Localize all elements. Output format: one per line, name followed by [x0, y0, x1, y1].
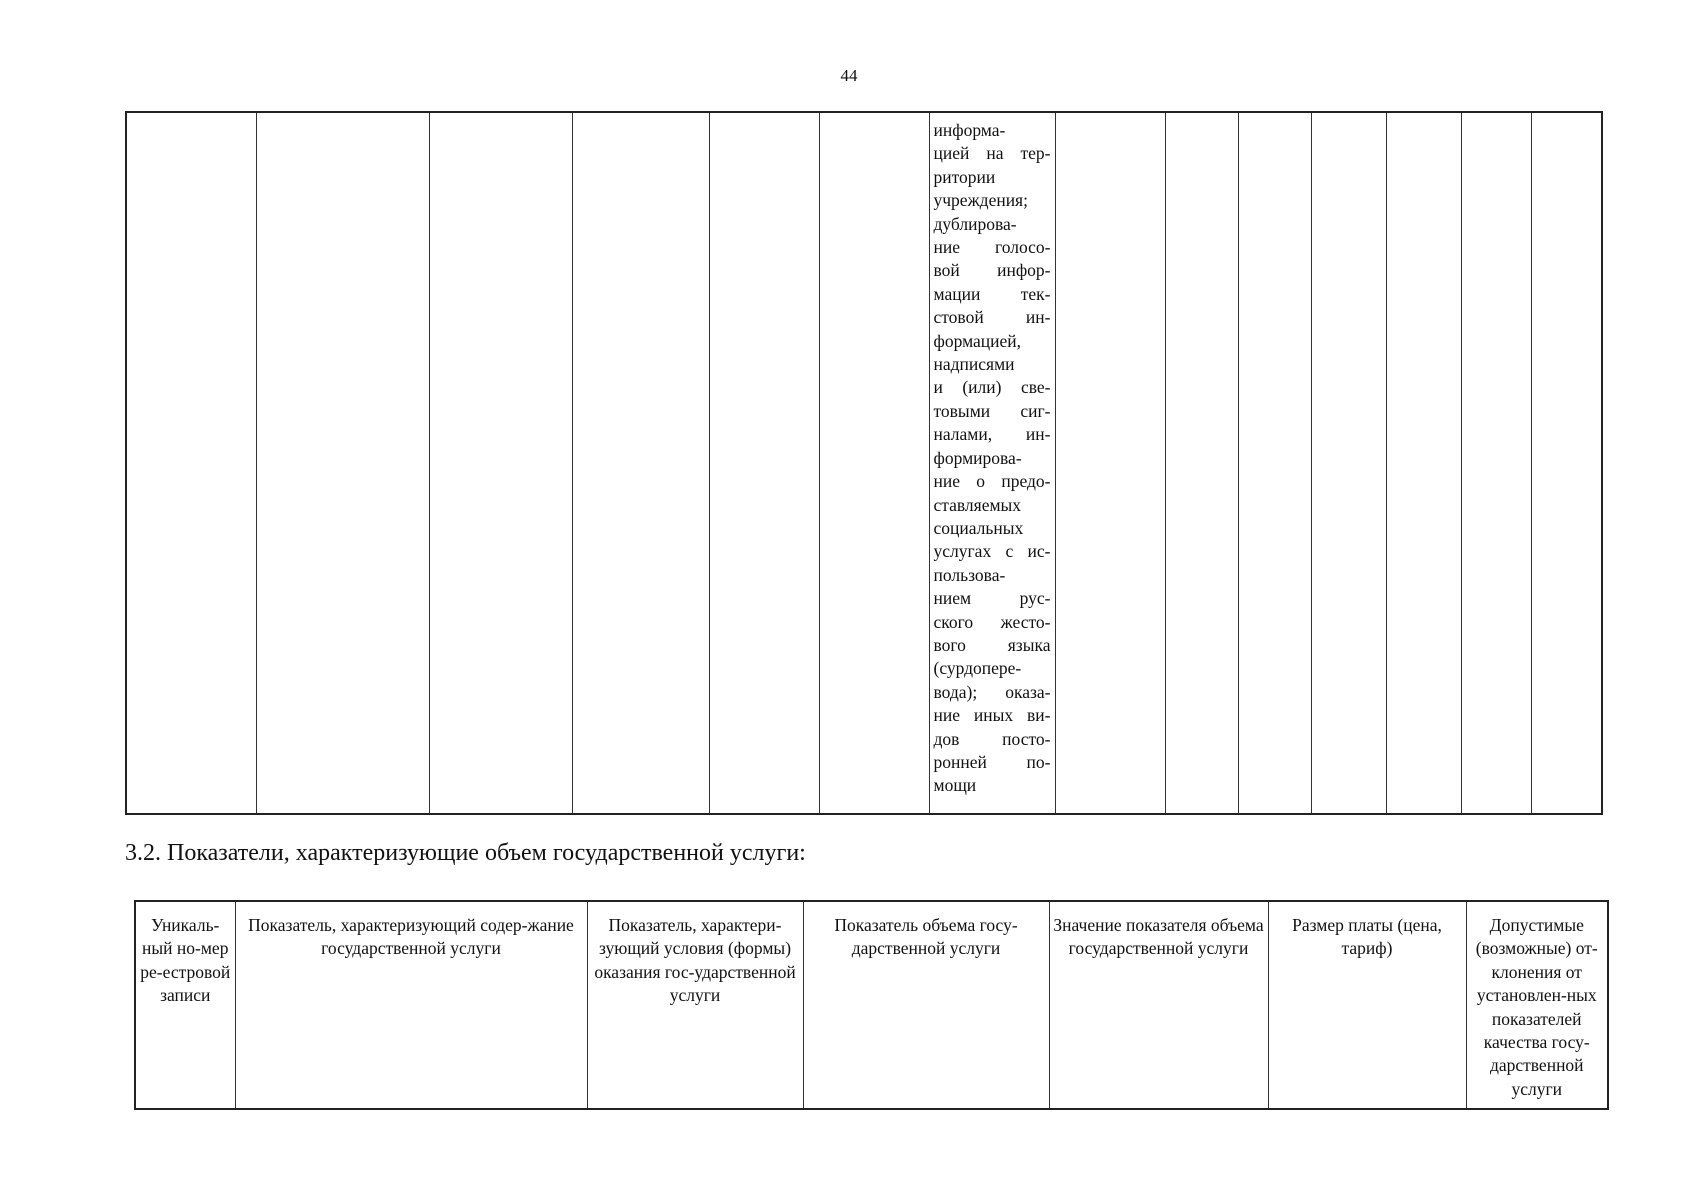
text-line: формирова- — [933, 447, 1022, 468]
empty-cell — [709, 112, 819, 814]
text-line: пользова- — [933, 564, 1006, 585]
text-line: ние о предо- — [933, 471, 1051, 492]
header-conditions-indicator: Показатель, характери-зующий условия (формы) оказания гос-ударственной услуги — [587, 901, 803, 1109]
header-content-indicator: Показатель, характеризующий содер-жание государственной услуги — [235, 901, 587, 1109]
empty-cell — [819, 112, 929, 814]
quality-indicators-table-continuation — [125, 111, 1603, 815]
text-line: надписями — [933, 354, 1015, 375]
empty-cell — [256, 112, 429, 814]
text-line: и (или) све- — [933, 377, 1051, 398]
header-fee-size: Размер платы (цена, тариф) — [1268, 901, 1466, 1109]
text-line: дов посто- — [933, 728, 1051, 749]
empty-cell — [1238, 112, 1311, 814]
empty-cell — [429, 112, 572, 814]
text-line: ского жесто- — [933, 611, 1051, 632]
empty-cell — [572, 112, 709, 814]
text-line: мощи — [933, 775, 977, 796]
text-line: социальных — [933, 517, 1024, 538]
text-line: ние голосо- — [933, 237, 1051, 258]
header-volume-indicator: Показатель объема госу-дарственной услуги — [803, 901, 1049, 1109]
text-line: налами, ин- — [933, 424, 1051, 445]
text-line: ние иных ви- — [933, 705, 1051, 726]
text-line: вой инфор- — [933, 260, 1051, 281]
volume-indicators-table — [134, 900, 1609, 1110]
header-registry-number: Уникаль-ный но-мер ре-естровой записи — [135, 901, 235, 1109]
text-line: дублирова- — [933, 213, 1017, 234]
text-line: услугах с ис- — [933, 541, 1051, 562]
page-number: 44 — [840, 66, 858, 85]
text-line: ронней по- — [933, 751, 1051, 772]
empty-cell — [1165, 112, 1238, 814]
text-line: ритории — [933, 166, 996, 187]
text-line: товыми сиг- — [933, 400, 1051, 421]
indicator-description-text — [934, 119, 1051, 798]
empty-cell — [126, 112, 256, 814]
text-line: стовой ин- — [933, 307, 1051, 328]
text-line: ставляемых — [933, 494, 1022, 515]
section-title: 3.2. Показатели, характеризующие объем государственной услуги: — [125, 840, 806, 866]
table-row — [126, 112, 1602, 814]
indicator-description-cell — [929, 112, 1055, 814]
text-line: цией на тер- — [933, 143, 1051, 164]
empty-cell — [1461, 112, 1531, 814]
text-line: вода); оказа- — [933, 681, 1051, 702]
empty-cell — [1055, 112, 1165, 814]
text-line: вого языка — [933, 634, 1051, 655]
text-line: мации тек- — [933, 283, 1051, 304]
text-line: нием рус- — [933, 588, 1051, 609]
header-allowed-deviations: Допустимые (возможные) от-клонения от установлен-ных показателей качества госу-дарственной услуги — [1466, 901, 1608, 1109]
text-line: учреждения; — [933, 190, 1028, 211]
header-indicator-value: Значение показателя объема государственной услуги — [1049, 901, 1268, 1109]
empty-cell — [1531, 112, 1602, 814]
text-line: (сурдопере- — [933, 658, 1022, 679]
empty-cell — [1311, 112, 1386, 814]
text-line: формацией, — [933, 330, 1022, 351]
text-line: информа- — [933, 120, 1006, 140]
empty-cell — [1386, 112, 1461, 814]
table-header-row — [135, 901, 1608, 1109]
